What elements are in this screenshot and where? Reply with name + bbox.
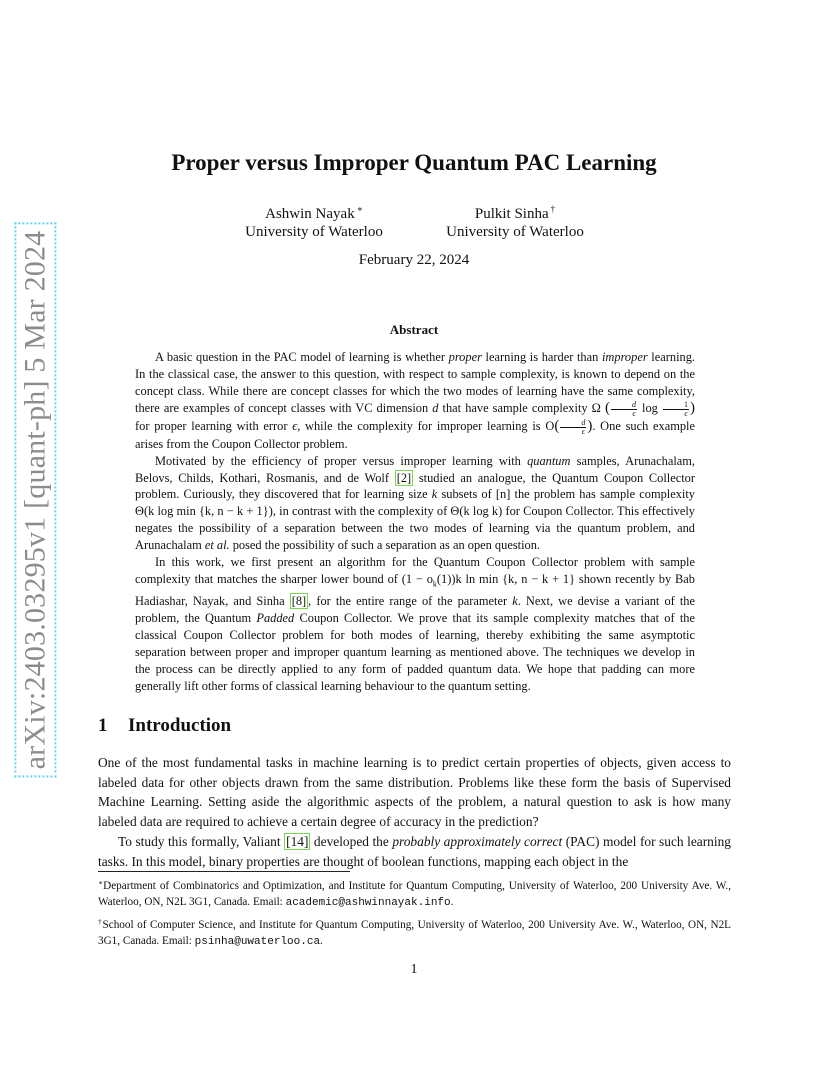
math-symbol: Ω <box>591 400 601 415</box>
footnotes <box>98 875 731 950</box>
text-run: posed the possibility of such a separation as an open question. <box>229 538 541 553</box>
email-link[interactable]: psinha@uwaterloo.ca <box>194 936 321 948</box>
email-link[interactable]: academic@ashwinnayak.info <box>285 897 451 909</box>
math-bigo-expression <box>545 417 593 436</box>
text-run: for proper learning with error <box>135 418 293 433</box>
math-symbol: log <box>642 400 658 415</box>
fraction-denominator: ϵ <box>581 426 585 436</box>
text-run: . Next, we devise a variant of the problem, the Quantum <box>135 594 695 626</box>
abstract-heading: Abstract <box>389 322 439 337</box>
footnote-text: Department of Combinatorics and Optimization, and Institute for Quantum Computing, University of Waterloo, 200 University Ave. W., Waterloo, ON, N2L 3G1, Canada. Email: <box>98 880 731 908</box>
text-run: learning. In the classical case, the answer to this question, with respect to sample complexity, is known to depend on the concept class. While there are concept classes for which the two modes of learning have the same complexity, there are examples of concept classes with VC dimension <box>135 350 695 415</box>
text-run: that have sample complexity <box>438 400 592 415</box>
math-expression: [n] <box>495 487 511 502</box>
emphasis: Padded <box>256 611 295 626</box>
paper-date: February 22, 2024 <box>358 252 470 268</box>
text-run: . One such example arises from the Coupon Collector problem. <box>135 418 695 451</box>
citation-link[interactable]: [2] <box>396 470 412 485</box>
text-run: . <box>450 896 454 908</box>
author-affiliation: University of Waterloo <box>446 224 584 240</box>
fraction-numerator: d <box>560 419 586 428</box>
math-expression: (1))k ln min {k, n − k + 1} <box>436 571 576 586</box>
section-heading <box>98 715 231 737</box>
text-run: studied an analogue, the Quantum Coupon Collector problem. Curiously, they discovered that for learning size <box>135 470 695 502</box>
text-run: Motivated by the efficiency of proper versus improper learning with <box>155 453 528 468</box>
math-symbol: ϵ <box>292 418 298 433</box>
math-symbol: O <box>545 418 555 433</box>
footnote-mark: † <box>98 917 103 926</box>
text-run: learning is harder than <box>481 350 602 364</box>
abstract-paragraph <box>135 554 695 695</box>
math-expression: (1 − o <box>401 571 433 586</box>
abstract-paragraph <box>135 349 695 453</box>
text-run: shown recently by Bab Hadiashar, Nayak, and Sinha <box>135 571 695 609</box>
author-name: Pulkit Sinha <box>474 206 549 222</box>
math-symbol: ) <box>689 399 695 416</box>
text-run: , while the complexity for improper learning is <box>297 418 546 433</box>
abstract-body <box>135 349 695 695</box>
citation-link[interactable]: [8] <box>291 594 307 609</box>
math-lower-bound <box>401 571 576 589</box>
text-run: In this work, we first present an algorithm for the Quantum Coupon Collector problem with sample complexity that matches the sharper lower bound of <box>135 555 695 586</box>
emphasis: probably approximately correct <box>392 833 563 849</box>
emphasis: quantum <box>527 453 571 468</box>
text-run: subsets of <box>437 487 496 502</box>
math-symbol: ) <box>587 417 593 434</box>
abstract-paragraph <box>135 453 695 554</box>
arxiv-id-text: arXiv:2403.03295v1 [quant-ph] 5 Mar 2024 <box>14 223 56 778</box>
section-number: 1 <box>98 715 108 736</box>
math-expression: Θ(k log k) <box>450 504 503 519</box>
emphasis: proper <box>448 350 482 364</box>
text-run: , in contrast with the complexity of <box>272 504 451 519</box>
text-run: , for the entire range of the parameter <box>308 594 513 609</box>
text-run: A basic question in the PAC model of learning is whether <box>155 350 449 364</box>
math-fraction <box>611 401 637 418</box>
math-fraction <box>663 401 689 418</box>
text-run: the problem has sample complexity <box>510 487 695 502</box>
section-title: Introduction <box>128 715 232 736</box>
math-symbol: ( <box>604 399 610 416</box>
footnote <box>98 914 731 950</box>
text-run: (PAC) model for such learning tasks. In this model, binary properties are thought of boolean functions, mapping each object in the <box>98 833 731 869</box>
fraction-denominator: ϵ <box>632 408 636 418</box>
section-body <box>98 753 731 871</box>
math-symbol: ( <box>554 417 560 434</box>
page-number: 1 <box>410 962 418 977</box>
citation-link[interactable]: [14] <box>286 833 309 849</box>
math-subscript: k <box>432 579 437 589</box>
emphasis: et al. <box>204 538 230 553</box>
text-run: Coupon Collector. We prove that its sample complexity matches that of the classical Coupon Collector problem for both modes of learning, thereby exhibiting the same asymptotic separation between proper and improper quantum learning as mentioned above. The techniques we develop in the process can be directly applied to any form of padded quantum data. We hope that padding can more generally lift other forms of classical learning behaviour to the quantum setting. <box>135 611 696 693</box>
footnote <box>98 875 731 911</box>
math-symbol: d <box>432 400 439 415</box>
body-paragraph: One of the most fundamental tasks in machine learning is to predict certain properties of objects, given access to labeled data for other objects drawn from the same distribution. Problems like these form the basis of Supervised Machine Learning. Setting aside the algorithmic aspects of the problem, a natural question to ask is how many labeled data are required to achieve a certain degree of accuracy in the prediction? <box>98 755 731 830</box>
fraction-numerator: 1 <box>663 401 689 410</box>
math-expression: Θ(k log min {k, n − k + 1}) <box>135 504 273 519</box>
emphasis: improper <box>601 350 648 364</box>
author-affiliation: University of Waterloo <box>245 224 383 240</box>
footnote-mark: ∗ <box>98 878 104 887</box>
text-run: for Coupon Collector. This effectively negates the possibility of a separation between the two modes of learning via the quantum problem, and Arunachalam <box>135 504 695 553</box>
author-block <box>415 200 615 241</box>
text-run: samples, Arunachalam, Belovs, Childs, Kothari, Rosmanis, and de Wolf <box>135 453 695 485</box>
body-paragraph <box>98 832 731 871</box>
text-run: developed the <box>310 833 393 849</box>
math-symbol: k <box>431 487 438 502</box>
math-omega-expression <box>591 399 695 418</box>
fraction-numerator: d <box>611 401 637 410</box>
footnote-mark[interactable]: † <box>550 204 556 214</box>
fraction-denominator: ϵ <box>684 408 688 418</box>
text-run: To study this formally, Valiant <box>118 833 285 849</box>
math-symbol: k <box>512 594 518 609</box>
footnote-divider <box>98 871 350 872</box>
text-run: . <box>320 935 323 947</box>
footnote-text: School of Computer Science, and Institute for Quantum Computing, University of Waterloo, 200 University Ave. W., Waterloo, ON, N2L 3G1, Canada. Email: <box>98 919 732 947</box>
math-fraction <box>560 419 586 436</box>
paper-title: Proper versus Improper Quantum PAC Learning <box>171 150 657 175</box>
author-block <box>214 200 414 241</box>
author-name: Ashwin Nayak <box>265 206 355 222</box>
footnote-mark[interactable]: ∗ <box>356 204 363 214</box>
